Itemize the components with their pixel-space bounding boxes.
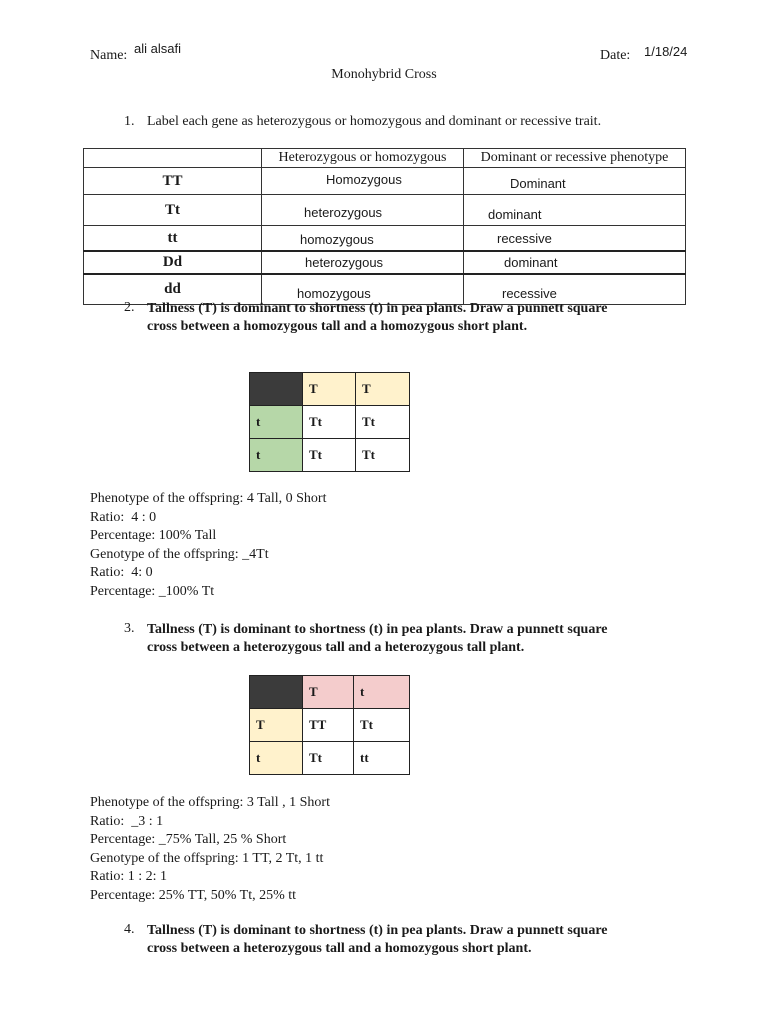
q4-number: 4. — [124, 922, 135, 937]
punnett-allele-side[interactable]: t — [250, 406, 303, 439]
punnett-cell[interactable]: Tt — [303, 439, 356, 472]
punnett-square-q3 — [249, 675, 410, 775]
percentage-line: Percentage: _100% Tt — [90, 583, 215, 599]
percentage-line: Percentage: 25% TT, 50% Tt, 25% tt — [90, 887, 297, 903]
header-cell-phenotype: Dominant or recessive phenotype — [464, 149, 686, 168]
gene-table — [83, 148, 686, 305]
zygosity-answer[interactable]: heterozygous — [262, 195, 464, 226]
percentage-line: Percentage: 100% Tall — [90, 528, 217, 543]
ratio-line: Ratio: 4: 0 — [90, 565, 153, 580]
punnett-allele-side[interactable]: t — [250, 742, 303, 775]
punnett-allele-top[interactable]: T — [303, 373, 356, 406]
punnett-corner — [250, 373, 303, 406]
punnett-allele-top[interactable]: t — [354, 676, 410, 709]
zygosity-answer[interactable]: Homozygous — [262, 168, 464, 195]
phenotype-line: Phenotype of the offspring: 3 Tall , 1 Short — [90, 795, 330, 810]
phenotype-answer[interactable]: recessive — [464, 226, 686, 252]
header-cell-gene — [84, 149, 262, 168]
genotype-line: Genotype of the offspring: 1 TT, 2 Tt, 1 tt — [90, 850, 324, 866]
gene-table-header — [84, 149, 686, 168]
zygosity-answer[interactable]: homozygous — [262, 274, 464, 305]
date-value[interactable]: 1/18/24 — [644, 44, 688, 59]
ratio-line: Ratio: 4 : 0 — [90, 509, 157, 525]
table-row — [84, 251, 686, 274]
q4-text-line2: cross between a heterozygous tall and a homozygous short plant. — [147, 941, 532, 956]
q2-text-line2: cross between a homozygous tall and a homozygous short plant. — [147, 319, 528, 334]
q4-text-line1: Tallness (T) is dominant to shortness (t) in pea plants. Draw a punnett square — [147, 923, 608, 938]
q1-text: Label each gene as heterozygous or homozygous and dominant or recessive trait. — [147, 114, 602, 129]
gene-cell: tt — [84, 226, 262, 252]
q1-number: 1. — [124, 114, 135, 129]
table-row — [84, 168, 686, 195]
phenotype-answer[interactable]: dominant — [464, 251, 686, 274]
phenotype-answer[interactable]: dominant — [464, 195, 686, 226]
punnett-cell[interactable]: Tt — [303, 742, 354, 775]
punnett-allele-side[interactable]: t — [250, 439, 303, 472]
zygosity-answer[interactable]: heterozygous — [262, 251, 464, 274]
phenotype-answer[interactable]: Dominant — [464, 168, 686, 195]
q2-number: 2. — [124, 300, 135, 315]
zygosity-answer[interactable]: homozygous — [262, 226, 464, 252]
punnett-cell[interactable]: Tt — [356, 406, 410, 439]
punnett-allele-top[interactable]: T — [303, 676, 354, 709]
punnett-cell[interactable]: Tt — [354, 709, 410, 742]
ratio-line: Ratio: _3 : 1 — [90, 813, 164, 829]
punnett-allele-top[interactable]: T — [356, 373, 410, 406]
q3-text-line1: Tallness (T) is dominant to shortness (t) in pea plants. Draw a punnett square — [147, 622, 608, 637]
table-row — [84, 195, 686, 226]
percentage-line: Percentage: _75% Tall, 25 % Short — [90, 832, 287, 847]
date-label: Date: — [600, 48, 631, 63]
ratio-line: Ratio: 1 : 2: 1 — [90, 869, 167, 884]
punnett-cell[interactable]: Tt — [303, 406, 356, 439]
q3-number: 3. — [124, 621, 135, 636]
q3-text-line2: cross between a heterozygous tall and a heterozygous tall plant. — [147, 640, 525, 655]
gene-cell: TT — [84, 168, 262, 195]
punnett-cell[interactable]: Tt — [356, 439, 410, 472]
q2-text-line1: Tallness (T) is dominant to shortness (t) in pea plants. Draw a punnett square — [147, 301, 608, 316]
punnett-allele-side[interactable]: T — [250, 709, 303, 742]
gene-cell: dd — [84, 274, 262, 305]
header-cell-zygosity: Heterozygous or homozygous — [262, 149, 464, 168]
punnett-corner — [250, 676, 303, 709]
q3-results — [90, 794, 330, 905]
punnett-cell[interactable]: TT — [303, 709, 354, 742]
punnett-square-q2 — [249, 372, 410, 472]
gene-cell: Dd — [84, 251, 262, 274]
punnett-cell[interactable]: tt — [354, 742, 410, 775]
phenotype-line: Phenotype of the offspring: 4 Tall, 0 Short — [90, 491, 327, 506]
name-label: Name: — [90, 48, 128, 63]
name-value[interactable]: ali alsafi — [134, 41, 181, 56]
genotype-line: Genotype of the offspring: _4Tt — [90, 546, 269, 562]
gene-cell: Tt — [84, 195, 262, 226]
table-row — [84, 226, 686, 252]
page-title: Monohybrid Cross — [331, 67, 437, 82]
q2-results — [90, 490, 326, 601]
phenotype-answer[interactable]: recessive — [464, 274, 686, 305]
